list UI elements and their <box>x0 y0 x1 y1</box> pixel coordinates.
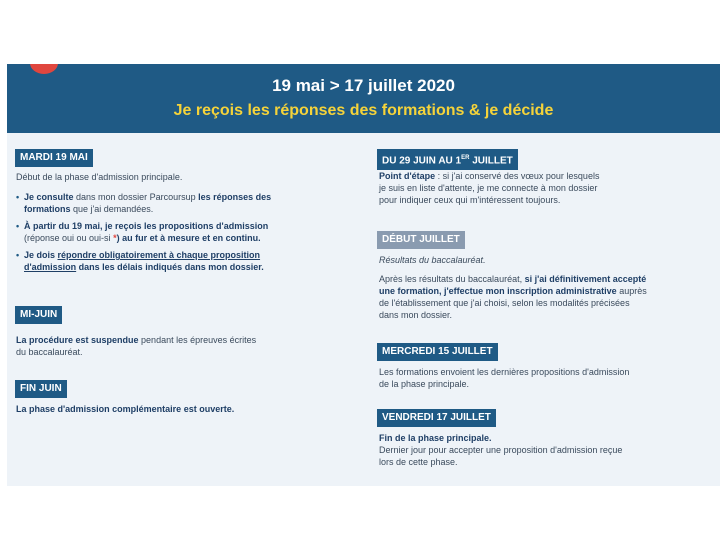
section-vendredi: Fin de la phase principale. Dernier jour pour accepter une proposition d'admission reçue lors de cette phase. <box>379 433 623 467</box>
header-banner <box>7 64 720 133</box>
mardi-bullet-2: • À partir du 19 mai, je reçois les propositions d'admission (réponse oui ou oui-si *) au fur et à mesure et en continu. <box>16 220 336 244</box>
section-debut-juillet: Résultats du baccalauréat. Après les résultats du baccalauréat, si j'ai définitivement accepté une formation, j'effectue mon inscription administrative auprès de l'établissement que j'ai choisi, selon les modalités précisées dans mon dossier. <box>379 255 647 320</box>
tag-mercredi-15-juillet: MERCREDI 15 JUILLET <box>377 343 498 361</box>
page-subtitle: Je reçois les réponses des formations & je décide <box>173 102 554 119</box>
mardi-intro: Début de la phase d'admission principale. <box>16 172 183 182</box>
mardi-bullet-1: • Je consulte dans mon dossier Parcoursup les réponses des formations que j'ai demandées. <box>16 191 336 215</box>
section-mercredi: Les formations envoient les dernières propositions d'admission de la phase principale. <box>379 367 630 389</box>
tag-debut-juillet: DÉBUT JUILLET <box>377 231 465 249</box>
section-mardi <box>16 171 336 273</box>
section-29-juin: Point d'étape : si j'ai conservé des vœux pour lesquels je suis en liste d'attente, je me connecte à mon dossier pour indiquer ceux qui m'intéressent toujours. <box>379 171 600 205</box>
section-fin-juin: La phase d'admission complémentaire est ouverte. <box>16 404 235 414</box>
logo-fragment <box>30 64 58 74</box>
page-title: 19 mai > 17 juillet 2020 <box>272 76 455 95</box>
tag-mi-juin: MI-JUIN <box>15 306 62 324</box>
timeline-card <box>7 64 720 486</box>
tag-fin-juin: FIN JUIN <box>15 380 67 398</box>
tag-mardi-19-mai: MARDI 19 MAI <box>15 149 93 167</box>
tag-vendredi-17-juillet: VENDREDI 17 JUILLET <box>377 409 496 427</box>
section-mi-juin: La procédure est suspendue pendant les épreuves écrites du baccalauréat. <box>16 335 257 357</box>
mardi-bullet-3: • Je dois répondre obligatoirement à chaque proposition d'admission dans les délais indiqués dans mon dossier. <box>16 249 336 273</box>
tag-29-juin: DU 29 JUIN AU 1ER JUILLET <box>377 149 518 170</box>
